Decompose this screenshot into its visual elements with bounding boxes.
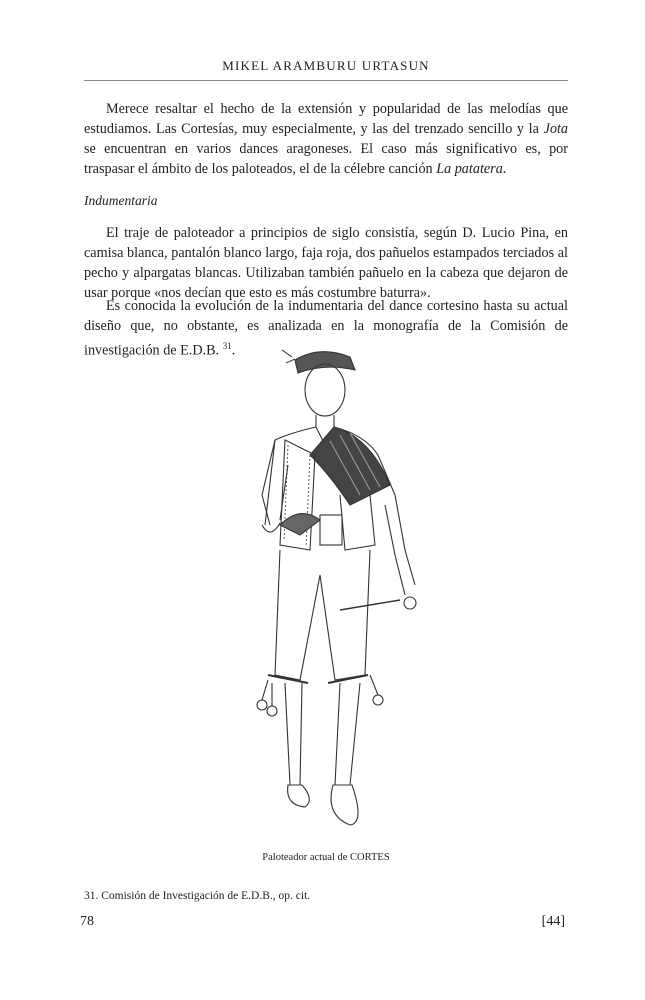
evolution-text: Es conocida la evolución de la indumentaria del dance cortesino hasta su actual diseño que, no obstante, es analizada en la monografía de la Comisión de investigación de E.D.B. <box>84 298 568 359</box>
footnote-reference[interactable]: 31 <box>222 341 232 351</box>
paloteador-illustration <box>200 342 450 845</box>
footnote-text: Comisión de Investigación de E.D.B., op. cit. <box>101 890 311 902</box>
intro-text-1: Merece resaltar el hecho de la extensión y popularidad de las melodías que estudiamos. Las Cortesías, muy especialmente, y las del trenzado sencillo y la <box>84 101 568 137</box>
footnote-number: 31. <box>84 890 99 902</box>
bracket-page-number: [44] <box>541 914 565 929</box>
figure-caption: Paloteador actual de CORTES <box>262 852 390 863</box>
intro-text-3: . <box>502 161 507 177</box>
intro-paragraph <box>84 99 568 179</box>
footnote <box>84 890 568 902</box>
costume-paragraph: El traje de paloteador a principios de siglo consistía, según D. Lucio Pina, en camisa blanca, pantalón blanco largo, faja roja, dos pañuelos estampados terciados al pecho y alpargatas blancas. Utilizaban también pañuelo en la cabeza que dejaron de usar porque «nos decían que esto es más costumbre baturra». <box>84 225 568 301</box>
song-title: La patatera <box>436 161 503 177</box>
running-header: MIKEL ARAMBURU URTASUN <box>84 58 568 81</box>
intro-text-2: se encuentran en varios dances aragoneses. El caso más significativo es, por traspasar el ámbito de los paloteados, el de la célebre canción <box>84 141 568 177</box>
page-number: 78 <box>80 914 94 929</box>
evolution-end: . <box>231 342 236 359</box>
section-heading: Indumentaria <box>84 193 158 208</box>
jota-term: Jota <box>543 121 568 137</box>
